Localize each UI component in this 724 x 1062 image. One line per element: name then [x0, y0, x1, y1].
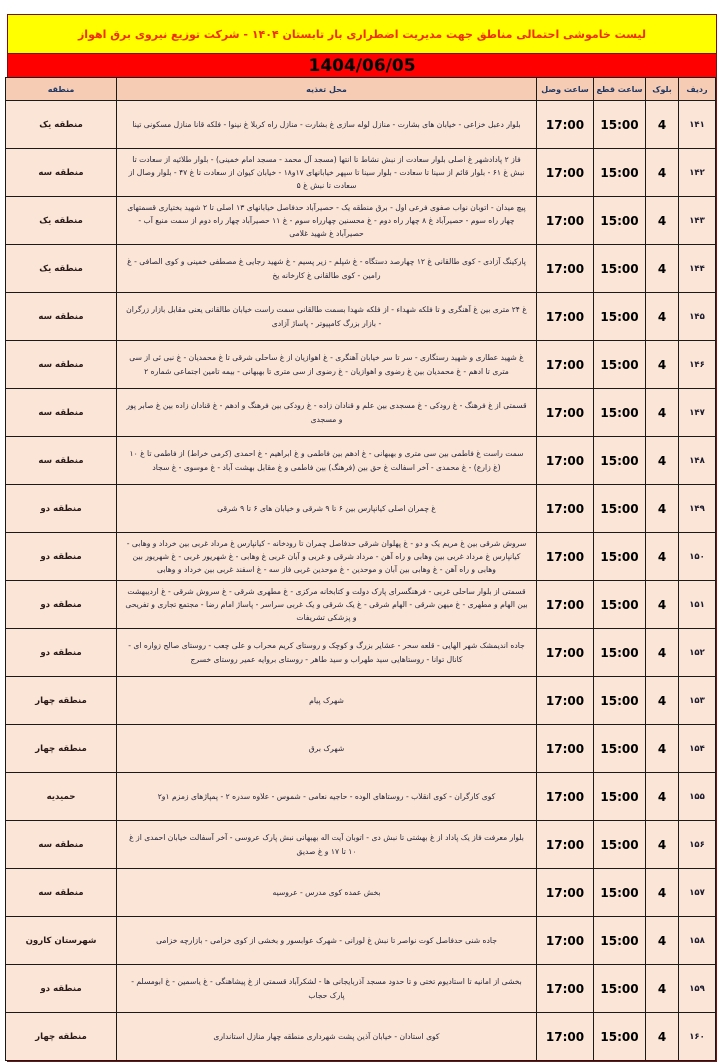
row-number-cell: ۱۶۰ [679, 1013, 716, 1061]
outage-table-body [6, 101, 716, 1061]
restore-time-cell: 17:00 [537, 101, 594, 149]
location-cell: بخش عمده کوی مدرس - عروسیه [117, 869, 537, 917]
row-number-cell: ۱۵۲ [679, 629, 716, 677]
cut-time-cell: 15:00 [594, 965, 646, 1013]
cut-time-cell: 15:00 [594, 389, 646, 437]
restore-time-cell: 17:00 [537, 341, 594, 389]
col-header-restore-time: ساعت وصل [537, 78, 594, 101]
location-cell: قسمتی از غ فرهنگ - غ رودکی - غ مسجدی بین علم و قنادان زاده - غ رودکی بین فرهنگ و ادهم - غ قنادان زاده بین غ صابر پور و مسجدی [117, 389, 537, 437]
table-row [6, 437, 716, 485]
block-cell: 4 [646, 437, 679, 485]
cut-time-cell: 15:00 [594, 341, 646, 389]
col-header-location: محل تغذیه [117, 78, 537, 101]
restore-time-cell: 17:00 [537, 149, 594, 197]
location-cell: غ ۲۴ متری بین غ آهنگری و تا فلکه شهداء - از فلکه شهدا بسمت طالقانی سمت راست خیابان طالقانی یعنی مقابل بازار زرگران - بازار بزرگ کامپیوتر - پاساژ آزادی [117, 293, 537, 341]
block-cell: 4 [646, 917, 679, 965]
location-cell: کوی کارگران - کوی انقلاب - روستاهای الوده - حاجیه نعامی - شموس - علاوه سدره ۲ - پمپاژهای زمزم ۱و۲ [117, 773, 537, 821]
location-cell: شهرک پیام [117, 677, 537, 725]
location-cell: شهرک برق [117, 725, 537, 773]
region-cell: منطقه یک [6, 197, 117, 245]
region-cell: منطقه دو [6, 581, 117, 629]
table-row [6, 293, 716, 341]
row-number-cell: ۱۵۴ [679, 725, 716, 773]
row-number-cell: ۱۵۷ [679, 869, 716, 917]
block-cell: 4 [646, 773, 679, 821]
region-cell: منطقه سه [6, 869, 117, 917]
table-row [6, 869, 716, 917]
row-number-cell: ۱۵۰ [679, 533, 716, 581]
row-number-cell: ۱۴۱ [679, 101, 716, 149]
location-cell: فاز ۲ پادادشهر غ اصلی بلوار سعادت از نبش نشاط تا انتها (مسجد آل محمد - مسجد امام خمینی) - بلوار طلائیه از سعادت تا نبش غ ۶۱ - بلوار قائم از سینا تا سعادت - بلوار سینا تا سپهر خیابانهای ۱۷و۱۸ - خیابان کیوان از سعادت تا غ ۴۷ - بلوار وصال از سعادت تا نبش غ ۵ [117, 149, 537, 197]
cut-time-cell: 15:00 [594, 149, 646, 197]
region-cell: منطقه چهار [6, 677, 117, 725]
block-cell: 4 [646, 149, 679, 197]
table-row [6, 245, 716, 293]
row-number-cell: ۱۴۲ [679, 149, 716, 197]
restore-time-cell: 17:00 [537, 197, 594, 245]
restore-time-cell: 17:00 [537, 677, 594, 725]
cut-time-cell: 15:00 [594, 101, 646, 149]
table-row [6, 197, 716, 245]
block-cell: 4 [646, 869, 679, 917]
location-cell: کوی استادان - خیابان آذین پشت شهرداری منطقه چهار منازل استانداری [117, 1013, 537, 1061]
block-cell: 4 [646, 101, 679, 149]
row-number-cell: ۱۴۵ [679, 293, 716, 341]
location-cell: بخشی از امانیه تا استادیوم تختی و تا حدود مسجد آذربایجانی ها - لشکرآباد قسمتی از غ پیشاهنگی - غ یاسمین - غ ابومسلم - پارک حجاب [117, 965, 537, 1013]
cut-time-cell: 15:00 [594, 581, 646, 629]
restore-time-cell: 17:00 [537, 293, 594, 341]
restore-time-cell: 17:00 [537, 821, 594, 869]
page-title: لیست خاموشی احتمالی مناطق جهت مدیریت اضطراری بار تابستان ۱۴۰۴ - شرکت توزیع نیروی برق اهواز [77, 27, 647, 41]
location-cell: پارکینگ آزادی - کوی طالقانی غ ۱۲ چهارصد دستگاه - غ شپلم - زیر پسیم - غ شهید رجایی غ مصطفی خمینی و کوی الصافی - غ رامین - کوی طالقانی غ کارخانه یخ [117, 245, 537, 293]
location-cell: جاده شنی حدفاصل کوت نواصر تا نبش غ لورانی - شهرک عوابسور و بخشی از کوی خزامی - بازارچه خزامی [117, 917, 537, 965]
location-cell: سمت راست غ فاطمی بین سی متری و بهبهانی - غ ادهم بین فاطمی و غ ابراهیم - غ احمدی (کرمی خراط) از فاطمی تا غ ۱۰ (غ زارع) - غ محمدی - آخر اسفالت غ حق بین (فرهنگ) بین فاطمی و غ مقابل بهشت آباد - غ موسوی - غ سجاد [117, 437, 537, 485]
row-number-cell: ۱۵۳ [679, 677, 716, 725]
region-cell: منطقه دو [6, 965, 117, 1013]
cut-time-cell: 15:00 [594, 725, 646, 773]
block-cell: 4 [646, 197, 679, 245]
table-header-row [6, 78, 716, 101]
block-cell: 4 [646, 293, 679, 341]
cut-time-cell: 15:00 [594, 773, 646, 821]
region-cell: شهرستان کارون [6, 917, 117, 965]
date-banner [8, 54, 716, 77]
table-row [6, 389, 716, 437]
table-row [6, 1013, 716, 1061]
restore-time-cell: 17:00 [537, 629, 594, 677]
row-number-cell: ۱۵۶ [679, 821, 716, 869]
cut-time-cell: 15:00 [594, 485, 646, 533]
region-cell: منطقه سه [6, 389, 117, 437]
row-number-cell: ۱۴۹ [679, 485, 716, 533]
col-header-row-number: ردیف [679, 78, 716, 101]
row-number-cell: ۱۴۶ [679, 341, 716, 389]
location-cell: غ شهید عطاری و شهید رستگاری - سر تا سر خیابان آهنگری - غ اهوازیان از غ ساحلی شرقی تا غ محمدیان - غ نبی ئی از سی متری تا ادهم - غ محمدیان بین غ رضوی و اهوازیان - غ رضوی از سی متری تا بهبهانی - بیمه تامین اجتماعی شماره ۲ [117, 341, 537, 389]
col-header-block: بلوک [646, 78, 679, 101]
block-cell: 4 [646, 581, 679, 629]
block-cell: 4 [646, 821, 679, 869]
cut-time-cell: 15:00 [594, 629, 646, 677]
location-cell: جاده اندیمشک شهر الهایی - قلعه سحر - عشایر بزرگ و کوچک و روستای کریم محراب و علی چعب - روستای صالح زواره ای - کانال توانا - روستاهایی سید طهراب و سید طاهر - روستای بروایه عمیر روستای خسرج [117, 629, 537, 677]
schedule-date: 1404/06/05 [308, 55, 416, 76]
restore-time-cell: 17:00 [537, 437, 594, 485]
cut-time-cell: 15:00 [594, 869, 646, 917]
block-cell: 4 [646, 1013, 679, 1061]
region-cell: منطقه دو [6, 485, 117, 533]
table-row [6, 341, 716, 389]
row-number-cell: ۱۵۵ [679, 773, 716, 821]
restore-time-cell: 17:00 [537, 581, 594, 629]
restore-time-cell: 17:00 [537, 485, 594, 533]
table-row [6, 677, 716, 725]
block-cell: 4 [646, 533, 679, 581]
restore-time-cell: 17:00 [537, 389, 594, 437]
row-number-cell: ۱۴۸ [679, 437, 716, 485]
location-cell: بلوار دعبل خزاعی - خیابان های بشارت - منازل لوله سازی غ بشارت - منازل راه کربلا غ نینوا - فلکه قانا منازل مسکونی تینا [117, 101, 537, 149]
col-header-cut-time: ساعت قطع [594, 78, 646, 101]
region-cell: منطقه چهار [6, 1013, 117, 1061]
block-cell: 4 [646, 341, 679, 389]
cut-time-cell: 15:00 [594, 533, 646, 581]
region-cell: منطقه چهار [6, 725, 117, 773]
region-cell: منطقه سه [6, 821, 117, 869]
col-header-region: منطقه [6, 78, 117, 101]
restore-time-cell: 17:00 [537, 773, 594, 821]
row-number-cell: ۱۵۱ [679, 581, 716, 629]
outage-schedule-document [7, 14, 717, 1062]
cut-time-cell: 15:00 [594, 677, 646, 725]
region-cell: منطقه سه [6, 293, 117, 341]
table-row [6, 917, 716, 965]
restore-time-cell: 17:00 [537, 725, 594, 773]
location-cell: سروش شرقی بین غ مریم یک و دو - غ پهلوان شرقی حدفاصل چمران تا رودخانه - کیانپارس غ مرداد غربی بین خرداد و وهابی - کیانپارس غ مرداد غربی بین وهابی و راه آهن - مرداد شرقی و غربی و آبان غربی غ وهابی - غ شهریور غربی - غ شهریور بین وهابی و راه آهن - غ وهابی بین آبان و موحدین - غ موحدین غربی فاز سه - غ اسفند غربی بین خرداد و وهابی [117, 533, 537, 581]
location-cell: قسمتی از بلوار ساحلی غربی - فرهنگسرای پارک دولت و کتابخانه مرکزی - غ مطهری شرقی - غ سروش شرقی - غ اردیبهشت بین الهام و مطهری - غ میهن شرقی - الهام شرقی - غ یک شرقی و یک غربی سراسر - پاساژ امام رضا - مجتمع تجاری و تفریحی و پزشکی تشریفات [117, 581, 537, 629]
block-cell: 4 [646, 965, 679, 1013]
document-title-bar [8, 15, 716, 54]
restore-time-cell: 17:00 [537, 965, 594, 1013]
region-cell: منطقه یک [6, 245, 117, 293]
cut-time-cell: 15:00 [594, 1013, 646, 1061]
cut-time-cell: 15:00 [594, 293, 646, 341]
table-row [6, 581, 716, 629]
block-cell: 4 [646, 485, 679, 533]
outage-table [5, 77, 716, 1061]
table-row [6, 629, 716, 677]
location-cell: پیچ میدان - اتوبان نواب صفوی فرعی اول - برق منطقه یک - حصیرآباد حدفاصل خیابانهای ۱۳ اصلی تا ۲ شهید بختیاری قسمتهای چهار راه سوم - حصیرآباد غ ۸ چهار راه دوم - غ محسنین چهارراه سوم - غ ۱۱ حصیرآباد چهار راه دوم از سمت منبع آب - حصیرآباد غ شهید غلامی [117, 197, 537, 245]
table-row [6, 485, 716, 533]
row-number-cell: ۱۵۹ [679, 965, 716, 1013]
region-cell: حمیدیه [6, 773, 117, 821]
block-cell: 4 [646, 389, 679, 437]
cut-time-cell: 15:00 [594, 245, 646, 293]
table-row [6, 101, 716, 149]
region-cell: منطقه دو [6, 533, 117, 581]
cut-time-cell: 15:00 [594, 917, 646, 965]
region-cell: منطقه یک [6, 101, 117, 149]
restore-time-cell: 17:00 [537, 869, 594, 917]
restore-time-cell: 17:00 [537, 245, 594, 293]
restore-time-cell: 17:00 [537, 917, 594, 965]
region-cell: منطقه سه [6, 437, 117, 485]
row-number-cell: ۱۵۸ [679, 917, 716, 965]
block-cell: 4 [646, 725, 679, 773]
region-cell: منطقه سه [6, 341, 117, 389]
cut-time-cell: 15:00 [594, 437, 646, 485]
table-row [6, 149, 716, 197]
block-cell: 4 [646, 245, 679, 293]
restore-time-cell: 17:00 [537, 533, 594, 581]
table-row [6, 821, 716, 869]
row-number-cell: ۱۴۴ [679, 245, 716, 293]
region-cell: منطقه سه [6, 149, 117, 197]
table-row [6, 533, 716, 581]
location-cell: غ چمران اصلی کیانپارس بین ۶ تا ۹ شرقی و خیابان های ۶ تا ۹ شرقی [117, 485, 537, 533]
restore-time-cell: 17:00 [537, 1013, 594, 1061]
location-cell: بلوار معرفت فاز یک پاداد از غ بهشتی تا نبش دی - اتوبان آیت اله بهبهانی نبش پارک عروسی - آخر آسفالت خیابان احمدی از غ ۱۰ تا ۱۷ و غ صدیق [117, 821, 537, 869]
row-number-cell: ۱۴۳ [679, 197, 716, 245]
table-row [6, 773, 716, 821]
block-cell: 4 [646, 629, 679, 677]
row-number-cell: ۱۴۷ [679, 389, 716, 437]
cut-time-cell: 15:00 [594, 197, 646, 245]
cut-time-cell: 15:00 [594, 821, 646, 869]
table-row [6, 725, 716, 773]
block-cell: 4 [646, 677, 679, 725]
region-cell: منطقه دو [6, 629, 117, 677]
table-row [6, 965, 716, 1013]
